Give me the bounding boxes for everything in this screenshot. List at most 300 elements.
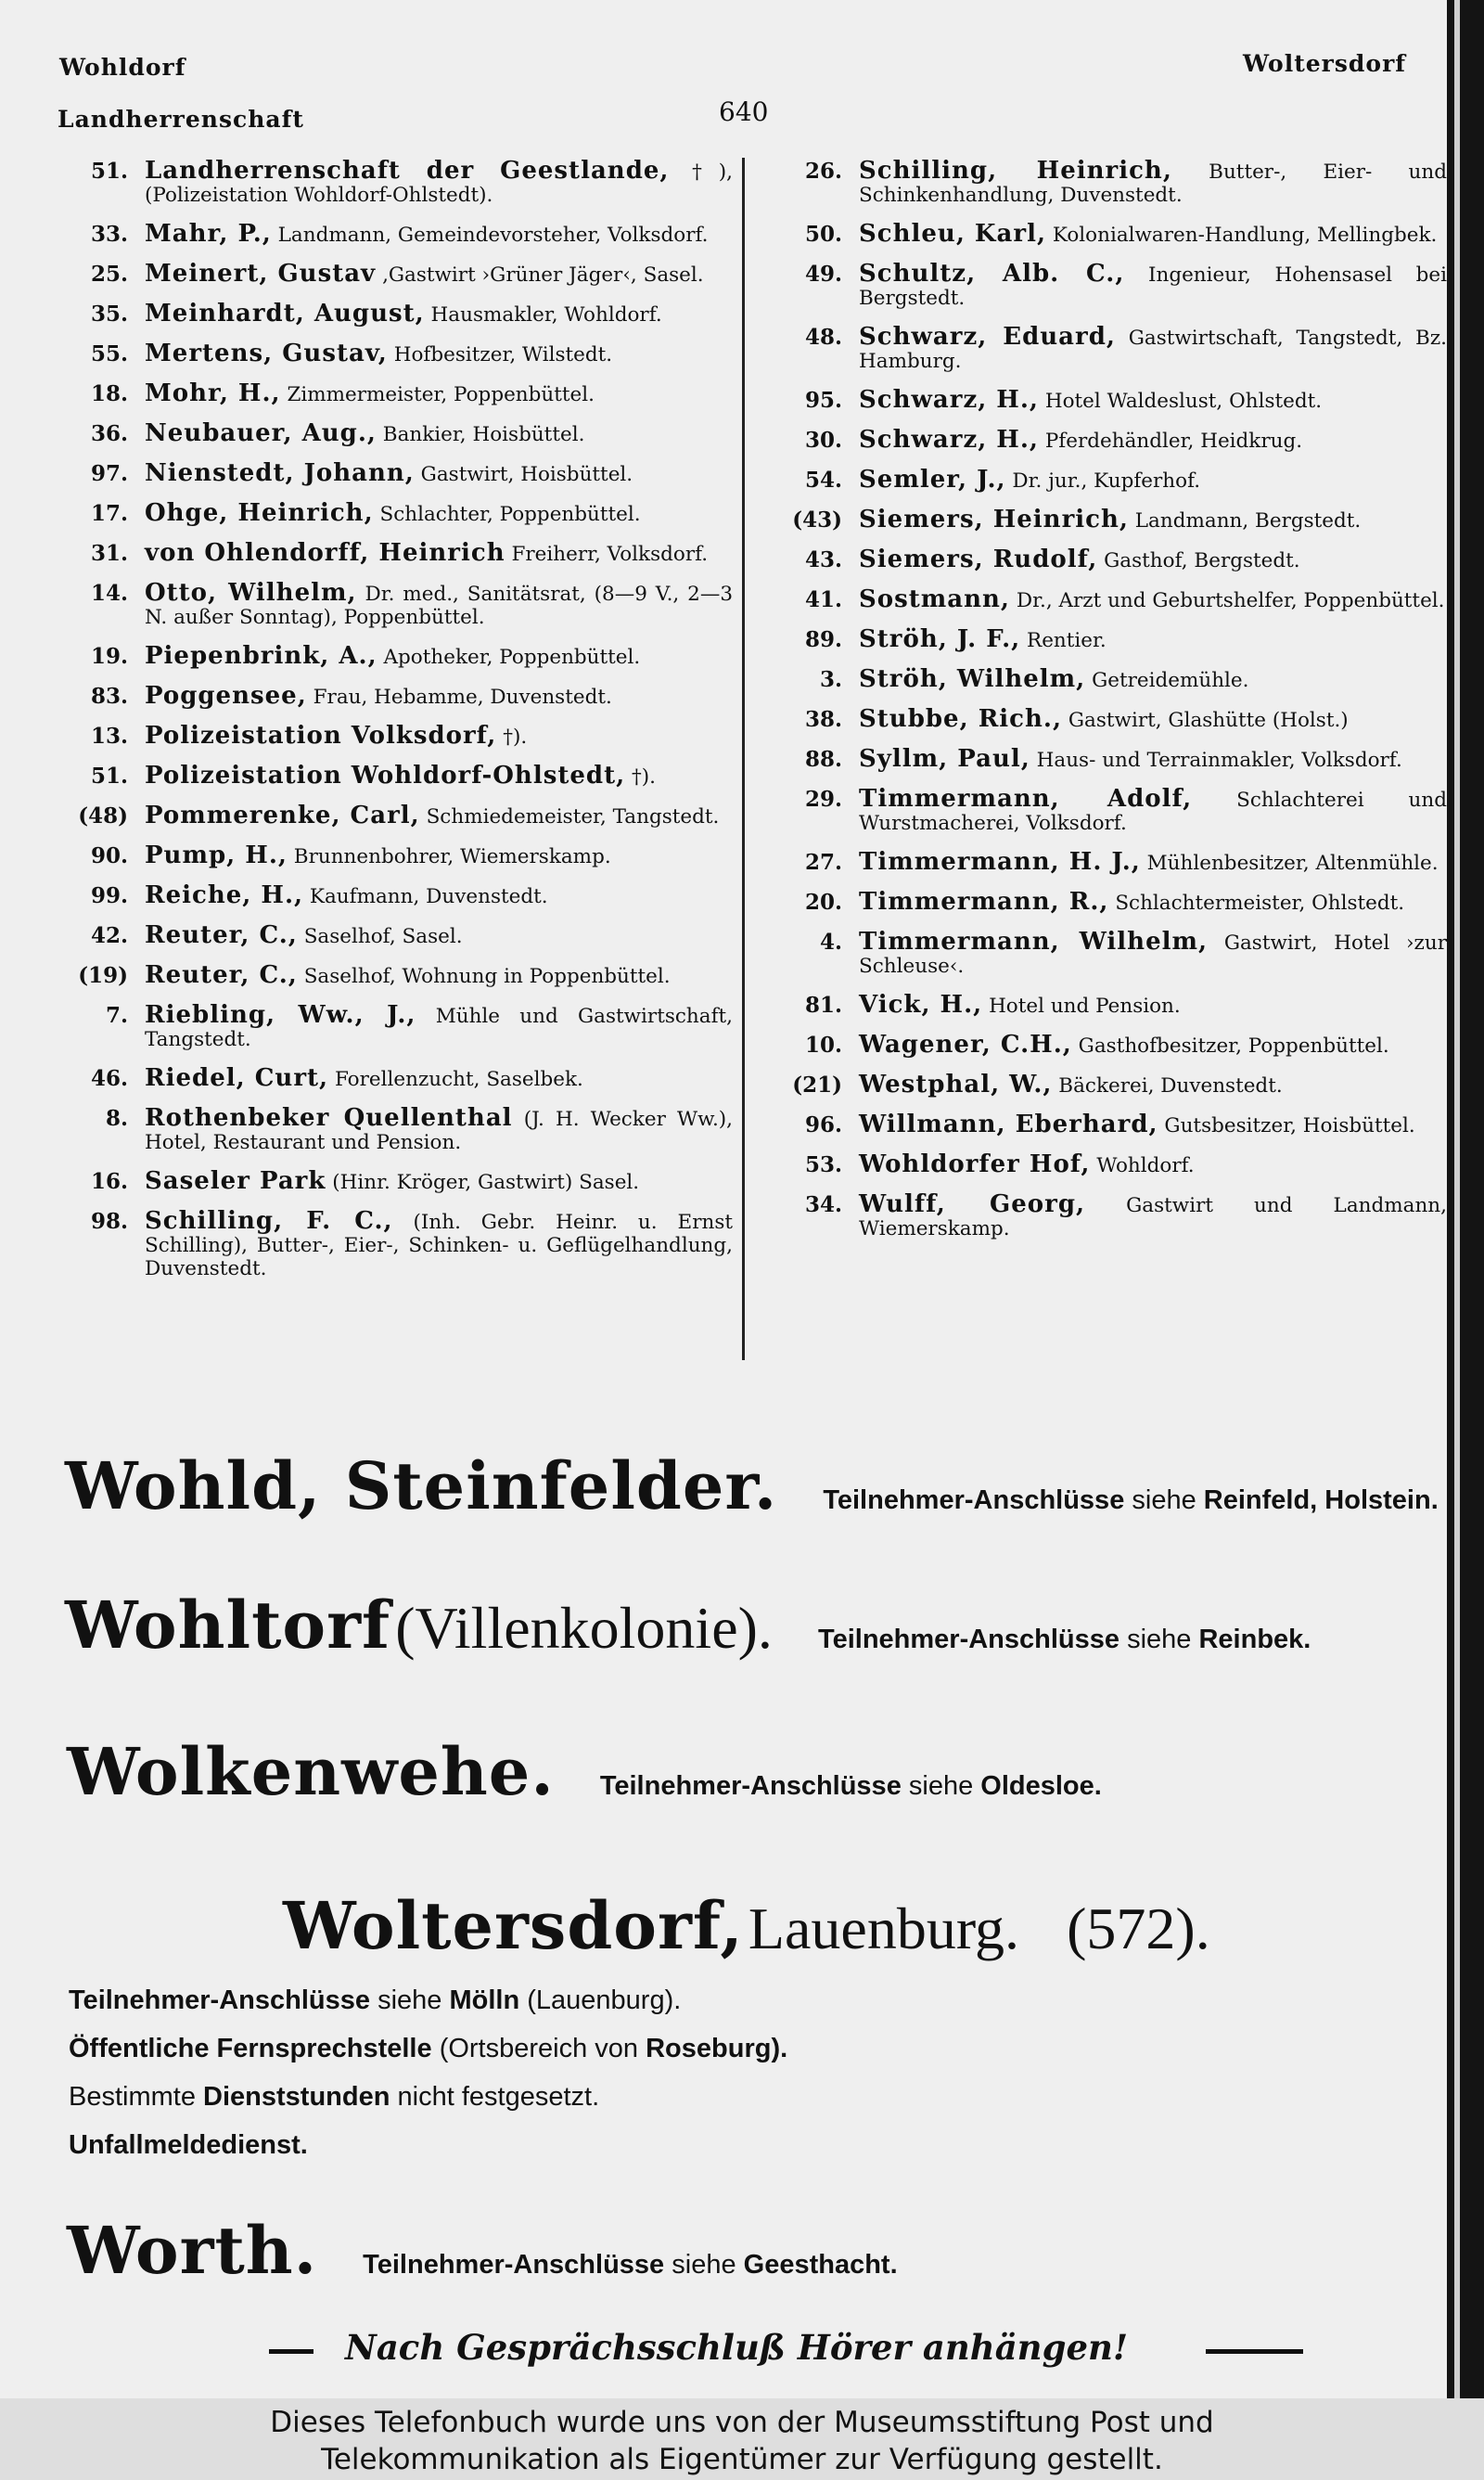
- line1-b: siehe: [377, 1985, 442, 2015]
- line3-c: nicht festgesetzt.: [397, 2082, 600, 2112]
- woltersdorf-subtitle: Lauenburg.: [748, 1895, 1019, 1961]
- directory-entry: [65, 921, 733, 949]
- entry-name: Timmermann, Adolf,: [859, 785, 1193, 813]
- entry-name: Westphal, W.,: [859, 1071, 1053, 1099]
- entry-details: (Inh. Gebr. Heinr. u. Ernst Schilling), Butter-, Eier-, Schinken- u. Geflügelhandlung, Duvenstedt.: [145, 1211, 733, 1280]
- directory-entry: [779, 625, 1447, 653]
- line1-d: (Lauenburg).: [527, 1985, 682, 2015]
- directory-entry: [65, 722, 733, 750]
- directory-entry: [779, 548, 1447, 572]
- entry-body: [145, 921, 733, 949]
- entry-number: 17.: [90, 501, 128, 526]
- entry-number: 18.: [90, 381, 128, 406]
- entry-details: Dr. jur., Kupferhof.: [1012, 469, 1201, 493]
- directory-entry: [65, 762, 733, 790]
- directory-entry: [65, 881, 733, 909]
- directory-entry: [65, 804, 733, 829]
- wohld-pre: Teilnehmer-Anschlüsse: [823, 1485, 1125, 1515]
- directory-entry: [65, 379, 733, 407]
- line3-a: Bestimmte: [69, 2082, 196, 2112]
- entry-details: Zimmermeister, Poppenbüttel.: [287, 383, 595, 406]
- entry-details: Gasthof, Bergstedt.: [1104, 549, 1300, 572]
- entry-body: [859, 1031, 1447, 1059]
- entry-name: Timmermann, R.,: [859, 888, 1109, 916]
- directory-entry: [65, 642, 733, 670]
- entry-details: Kolonialwaren-Handlung, Mellingbek.: [1052, 224, 1438, 247]
- entry-details: Frau, Hebamme, Duvenstedt.: [313, 686, 612, 709]
- entry-name: Schwarz, H.,: [859, 426, 1039, 454]
- entry-body: [145, 1207, 733, 1280]
- entry-body: [145, 762, 733, 790]
- entry-name: Timmermann, Wilhelm,: [859, 928, 1209, 956]
- entry-name: Mahr, P.,: [145, 220, 272, 248]
- line2-a: Öffentliche Fernsprechstelle: [69, 2034, 432, 2063]
- woltersdorf-details: [69, 1976, 787, 2169]
- line1-c: Mölln: [449, 1985, 520, 2015]
- header-left-top: Wohldorf: [59, 54, 186, 81]
- entry-name: Landherrenschaft der Geestlande,: [145, 157, 670, 185]
- wohltorf-title: Wohltorf: [65, 1587, 391, 1664]
- entry-body: [145, 539, 733, 567]
- entry-number: 16.: [90, 1169, 128, 1194]
- entry-name: Meinhardt, August,: [145, 300, 425, 328]
- entry-body: [145, 419, 733, 447]
- entry-name: Schilling, F. C.,: [145, 1207, 393, 1235]
- entry-body: [145, 1167, 733, 1195]
- entry-body: [859, 466, 1447, 494]
- entry-details: Saselhof, Wohnung in Poppenbüttel.: [303, 965, 671, 988]
- directory-entry: [779, 1150, 1447, 1178]
- entry-details: †), (Polizeistation Wohldorf-Ohlstedt).: [145, 161, 733, 207]
- entry-name: Neubauer, Aug.,: [145, 419, 377, 447]
- entry-body: [859, 220, 1447, 248]
- entry-name: Reuter, C.,: [145, 961, 298, 989]
- entry-body: [145, 260, 733, 288]
- wolkenwehe-mid: siehe: [908, 1771, 974, 1801]
- entry-name: Polizeistation Volksdorf,: [145, 722, 497, 750]
- woltersdorf-line-3: [69, 2073, 787, 2121]
- entry-details: †).: [503, 726, 528, 749]
- wohld-target: Reinfeld, Holstein.: [1203, 1485, 1439, 1515]
- woltersdorf-line-2: [69, 2024, 787, 2073]
- entry-name: Saseler Park: [145, 1167, 326, 1195]
- entry-body: [145, 1064, 733, 1092]
- entry-details: Haus- und Terrainmakler, Volksdorf.: [1036, 749, 1402, 772]
- entry-details: Forellenzucht, Saselbek.: [334, 1068, 583, 1091]
- entry-name: Siemers, Heinrich,: [859, 506, 1129, 533]
- entry-number: 20.: [804, 890, 842, 915]
- page-edge: [1447, 0, 1484, 2398]
- entry-body: [145, 642, 733, 670]
- entry-body: [859, 888, 1447, 916]
- entry-name: Siemers, Rudolf,: [859, 546, 1098, 573]
- entry-details: Schmiedemeister, Tangstedt.: [426, 805, 720, 829]
- wohltorf-reference: [65, 1587, 1311, 1664]
- directory-entry: [65, 1064, 733, 1092]
- entry-details: Wohldorf.: [1096, 1154, 1195, 1177]
- entry-details: †).: [631, 765, 656, 789]
- entry-name: Riebling, Ww., J.,: [145, 1001, 416, 1029]
- entry-details: Hofbesitzer, Wilstedt.: [393, 343, 613, 366]
- directory-entry: [65, 499, 733, 527]
- entry-details: Freiherr, Volksdorf.: [511, 543, 709, 566]
- directory-entry: [779, 508, 1447, 533]
- entry-name: Wohldorfer Hof,: [859, 1150, 1091, 1178]
- entry-name: Piepenbrink, A.,: [145, 642, 377, 670]
- entry-name: Ströh, J. F.,: [859, 625, 1021, 653]
- entry-name: Mohr, H.,: [145, 379, 281, 407]
- entry-number: 25.: [90, 262, 128, 287]
- entry-body: [859, 1190, 1447, 1240]
- wolkenwehe-pre: Teilnehmer-Anschlüsse: [599, 1771, 902, 1801]
- woltersdorf-line-4: [69, 2121, 787, 2169]
- directory-entry: [65, 1104, 733, 1154]
- entry-details: Schlachter, Poppenbüttel.: [379, 503, 641, 526]
- entry-details: Mühlenbesitzer, Altenmühle.: [1146, 852, 1439, 875]
- woltersdorf-line-1: [69, 1976, 787, 2024]
- worth-reference: [67, 2212, 898, 2289]
- entry-number: 53.: [804, 1152, 842, 1177]
- directory-entry: [779, 1113, 1447, 1137]
- entry-name: Pommerenke, Carl,: [145, 802, 420, 829]
- entry-details: Gastwirt und Landmann, Wiemerskamp.: [859, 1194, 1447, 1240]
- entry-name: Rothenbeker Quellenthal: [145, 1104, 513, 1132]
- entry-details: Gastwirtschaft, Tangstedt, Bz. Hamburg.: [859, 327, 1447, 373]
- header-left-bottom: Landherrenschaft: [58, 106, 304, 133]
- entry-number: 49.: [804, 262, 842, 287]
- entry-body: [145, 1104, 733, 1154]
- entry-body: [859, 745, 1447, 773]
- entry-body: [859, 508, 1447, 533]
- entry-body: [859, 928, 1447, 978]
- wohld-title: Wohld, Steinfelder.: [65, 1447, 778, 1524]
- entry-number: 99.: [90, 883, 128, 908]
- entry-body: [145, 961, 733, 989]
- entry-number: 98.: [90, 1209, 128, 1234]
- entry-details: Kaufmann, Duvenstedt.: [309, 885, 548, 908]
- entry-number: 4.: [819, 930, 842, 955]
- entry-body: [859, 426, 1447, 454]
- entry-details: Schlachtermeister, Ohlstedt.: [1115, 892, 1405, 915]
- entry-name: Timmermann, H. J.,: [859, 848, 1141, 876]
- wolkenwehe-target: Oldesloe.: [980, 1771, 1102, 1801]
- entry-details: Bankier, Hoisbüttel.: [382, 423, 585, 446]
- entry-name: Schwarz, Eduard,: [859, 323, 1116, 351]
- directory-entry: [779, 991, 1447, 1019]
- motto-rule-left: [269, 2349, 313, 2354]
- directory-entry: [779, 323, 1447, 373]
- entry-number: 89.: [804, 627, 842, 652]
- entry-number: 19.: [90, 644, 128, 669]
- entry-details: Pferdehändler, Heidkrug.: [1044, 430, 1303, 453]
- line3-b: Dienststunden: [203, 2082, 390, 2112]
- entry-number: 51.: [90, 159, 128, 184]
- entry-body: [859, 386, 1447, 414]
- line2-b: (Ortsbereich von: [439, 2034, 639, 2063]
- directory-entry: [65, 961, 733, 989]
- entry-details: Ingenieur, Hohensasel bei Bergstedt.: [859, 263, 1448, 310]
- entry-body: [859, 848, 1447, 876]
- entry-details: Brunnenbohrer, Wiemerskamp.: [293, 845, 611, 868]
- page-number: 640: [719, 96, 769, 127]
- entry-name: Mertens, Gustav,: [145, 340, 388, 367]
- column-divider: [742, 158, 745, 1360]
- directory-entry: [779, 585, 1447, 613]
- wohltorf-pre: Teilnehmer-Anschlüsse: [818, 1625, 1120, 1654]
- entry-body: [145, 682, 733, 710]
- right-column: [779, 157, 1448, 1256]
- entry-number: 51.: [90, 764, 128, 789]
- entry-number: 88.: [804, 747, 842, 772]
- entry-body: [145, 220, 733, 248]
- directory-entry: [779, 888, 1447, 916]
- wolkenwehe-title: Wolkenwehe.: [67, 1733, 555, 1810]
- directory-entry: [779, 220, 1447, 248]
- worth-pre: Teilnehmer-Anschlüsse: [363, 2250, 665, 2280]
- motto-rule-right: [1206, 2349, 1303, 2354]
- entry-number: 41.: [804, 587, 842, 612]
- entry-body: [145, 342, 733, 366]
- line1-a: Teilnehmer-Anschlüsse: [69, 1985, 371, 2015]
- entry-name: Riedel, Curt,: [145, 1064, 329, 1092]
- directory-entry: [65, 1001, 733, 1051]
- directory-entry: [779, 426, 1447, 454]
- page-edge-highlight: [1454, 0, 1460, 2398]
- entry-body: [859, 260, 1448, 310]
- entry-body: [145, 157, 733, 207]
- directory-entry: [779, 1073, 1447, 1098]
- directory-entry: [65, 844, 733, 868]
- entry-details: Gastwirt, Hoisbüttel.: [420, 463, 633, 486]
- entry-body: [859, 1073, 1447, 1098]
- footer-notice: [0, 2398, 1484, 2480]
- directory-entry: [65, 579, 733, 629]
- directory-entry: [65, 302, 733, 327]
- entry-name: Stubbe, Rich.,: [859, 705, 1063, 733]
- entry-number: (43): [792, 508, 842, 533]
- entry-body: [145, 1001, 733, 1051]
- entry-body: [145, 804, 733, 829]
- footer-line-1: Dieses Telefonbuch wurde uns von der Museumsstiftung Post und: [270, 2406, 1214, 2439]
- entry-number: 31.: [90, 541, 128, 566]
- entry-body: [859, 625, 1447, 653]
- directory-entry: [779, 1031, 1447, 1059]
- entry-details: Gasthofbesitzer, Poppenbüttel.: [1078, 1034, 1389, 1058]
- directory-entry: [65, 1167, 733, 1195]
- directory-entry: [779, 705, 1447, 733]
- line2-c: Roseburg).: [646, 2034, 788, 2063]
- entry-body: [859, 323, 1447, 373]
- entry-details: Apotheker, Poppenbüttel.: [383, 646, 641, 669]
- woltersdorf-title: Woltersdorf,: [283, 1887, 744, 1964]
- wohltorf-subtitle: (Villenkolonie).: [395, 1595, 773, 1661]
- entry-name: Schultz, Alb. C.,: [859, 260, 1125, 288]
- entry-number: 46.: [90, 1066, 128, 1091]
- footer-line-2: Telekommunikation als Eigentümer zur Verfügung gestellt.: [321, 2443, 1163, 2476]
- directory-entry: [65, 539, 733, 567]
- entry-body: [859, 665, 1447, 693]
- entry-details: Gastwirt, Hotel ›zur Schleuse‹.: [859, 932, 1447, 978]
- entry-details: Dr. med., Sanitätsrat, (8—9 V., 2—3 N. außer Sonntag), Poppenbüttel.: [145, 583, 733, 629]
- entry-name: Poggensee,: [145, 682, 307, 710]
- entry-details: Gastwirt, Glashütte (Holst.): [1068, 709, 1349, 732]
- entry-body: [145, 579, 733, 629]
- entry-number: 38.: [804, 707, 842, 732]
- entry-number: 95.: [804, 388, 842, 413]
- entry-name: Otto, Wilhelm,: [145, 579, 357, 607]
- entry-name: Ohge, Heinrich,: [145, 499, 374, 527]
- entry-name: Sostmann,: [859, 585, 1010, 613]
- worth-target: Geesthacht.: [743, 2250, 898, 2280]
- entry-body: [145, 379, 733, 407]
- entry-number: 97.: [90, 461, 128, 486]
- entry-body: [859, 785, 1447, 835]
- entry-name: von Ohlendorff, Heinrich: [145, 539, 505, 567]
- entry-details: Hotel Waldeslust, Ohlstedt.: [1044, 390, 1323, 413]
- entry-number: 96.: [804, 1112, 842, 1137]
- entry-name: Meinert, Gustav: [145, 260, 377, 288]
- entry-details: Mühle und Gastwirtschaft, Tangstedt.: [145, 1005, 733, 1051]
- entry-number: 14.: [90, 581, 128, 606]
- entry-details: Butter-, Eier- und Schinkenhandlung, Duvenstedt.: [859, 161, 1447, 207]
- entry-number: 33.: [90, 222, 128, 247]
- entry-name: Polizeistation Wohldorf-Ohlstedt,: [145, 762, 626, 790]
- entry-number: 55.: [90, 341, 128, 366]
- entry-details: Rentier.: [1027, 629, 1107, 652]
- entry-details: Landmann, Gemeindevorsteher, Volksdorf.: [277, 224, 709, 247]
- entry-name: Vick, H.,: [859, 991, 983, 1019]
- entry-number: 13.: [90, 724, 128, 749]
- directory-entry: [779, 1190, 1447, 1240]
- entry-name: Reuter, C.,: [145, 921, 298, 949]
- directory-entry: [779, 386, 1447, 414]
- wohld-mid: siehe: [1132, 1485, 1196, 1515]
- entry-body: [859, 1113, 1447, 1137]
- directory-entry: [65, 682, 733, 710]
- header-right-top: Woltersdorf: [1243, 50, 1406, 77]
- directory-entry: [65, 419, 733, 447]
- entry-number: 35.: [90, 302, 128, 327]
- entry-number: 36.: [90, 421, 128, 446]
- entry-name: Schwarz, H.,: [859, 386, 1039, 414]
- directory-entry: [65, 342, 733, 366]
- worth-title: Worth.: [67, 2212, 318, 2289]
- entry-body: [145, 459, 733, 487]
- entry-number: 29.: [804, 787, 842, 812]
- line4: Unfallmeldedienst.: [69, 2130, 308, 2160]
- entry-number: 48.: [804, 325, 842, 350]
- entry-name: Pump, H.,: [145, 842, 288, 869]
- entry-details: (J. H. Wecker Ww.), Hotel, Restaurant und Pension.: [145, 1108, 733, 1154]
- entry-details: ‚Gastwirt ›Grüner Jäger‹, Sasel.: [382, 263, 704, 287]
- wolkenwehe-reference: [67, 1733, 1102, 1810]
- entry-number: 27.: [804, 850, 842, 875]
- entry-number: 43.: [804, 547, 842, 572]
- entry-details: Landmann, Bergstedt.: [1134, 509, 1362, 533]
- entry-details: Schlachterei und Wurstmacherei, Volksdorf.: [859, 789, 1447, 835]
- entry-details: Hausmakler, Wohldorf.: [430, 303, 662, 327]
- directory-entry: [65, 1207, 733, 1280]
- entry-number: 42.: [90, 923, 128, 948]
- entry-name: Reiche, H.,: [145, 881, 304, 909]
- entry-number: 83.: [90, 684, 128, 709]
- directory-entry: [65, 459, 733, 487]
- entry-number: (19): [78, 963, 128, 988]
- directory-entry: [779, 785, 1447, 835]
- entry-details: Gutsbesitzer, Hoisbüttel.: [1164, 1114, 1415, 1137]
- entry-details: Getreidemühle.: [1092, 669, 1249, 692]
- entry-body: [145, 722, 733, 750]
- entry-body: [859, 157, 1447, 207]
- entry-number: 50.: [804, 222, 842, 247]
- directory-entry: [779, 928, 1447, 978]
- entry-body: [145, 844, 733, 868]
- directory-entry: [779, 848, 1447, 876]
- entry-number: (21): [792, 1073, 842, 1098]
- entry-details: Hotel und Pension.: [989, 995, 1181, 1018]
- entry-body: [145, 302, 733, 327]
- entry-number: 30.: [804, 428, 842, 453]
- directory-entry: [65, 157, 733, 207]
- entry-name: Wagener, C.H.,: [859, 1031, 1072, 1059]
- entry-body: [859, 548, 1447, 572]
- entry-name: Wulff, Georg,: [859, 1190, 1086, 1218]
- entry-name: Nienstedt, Johann,: [145, 459, 415, 487]
- entry-name: Schilling, Heinrich,: [859, 157, 1172, 185]
- entry-number: 34.: [804, 1192, 842, 1217]
- directory-entry: [779, 466, 1447, 494]
- directory-entry: [65, 220, 733, 248]
- entry-details: Bäckerei, Duvenstedt.: [1058, 1074, 1283, 1098]
- entry-number: 7.: [105, 1003, 128, 1028]
- entry-number: 54.: [804, 468, 842, 493]
- entry-number: 81.: [804, 993, 842, 1018]
- entry-number: 8.: [105, 1106, 128, 1131]
- entry-body: [145, 881, 733, 909]
- left-column: [65, 157, 733, 1296]
- woltersdorf-number: (572).: [1067, 1895, 1210, 1961]
- directory-entry: [779, 745, 1447, 773]
- entry-body: [859, 991, 1447, 1019]
- directory-entry: [779, 157, 1447, 207]
- entry-number: 3.: [819, 667, 842, 692]
- entry-name: Willmann, Eberhard,: [859, 1111, 1158, 1138]
- wohltorf-target: Reinbek.: [1198, 1625, 1311, 1654]
- motto-text: Nach Gesprächsschluß Hörer anhängen!: [345, 2327, 1129, 2368]
- entry-name: Syllm, Paul,: [859, 745, 1030, 773]
- entry-details: (Hinr. Kröger, Gastwirt) Sasel.: [332, 1171, 640, 1194]
- directory-entry: [65, 260, 733, 288]
- wohld-reference: [65, 1447, 1439, 1524]
- worth-mid: siehe: [672, 2250, 736, 2280]
- entry-number: 26.: [804, 159, 842, 184]
- entry-number: 90.: [90, 843, 128, 868]
- entry-name: Schleu, Karl,: [859, 220, 1047, 248]
- entry-name: Ströh, Wilhelm,: [859, 665, 1086, 693]
- entry-body: [145, 499, 733, 527]
- entry-details: Dr., Arzt und Geburtshelfer, Poppenbüttel.: [1016, 589, 1445, 612]
- entry-body: [859, 1150, 1447, 1178]
- entry-number: 10.: [804, 1033, 842, 1058]
- entry-body: [859, 705, 1447, 733]
- entry-body: [859, 585, 1447, 613]
- entry-name: Semler, J.,: [859, 466, 1006, 494]
- entry-number: (48): [78, 803, 128, 829]
- woltersdorf-heading: [283, 1887, 1210, 1964]
- entry-details: Saselhof, Sasel.: [303, 925, 463, 948]
- directory-entry: [779, 260, 1448, 310]
- directory-entry: [779, 665, 1447, 693]
